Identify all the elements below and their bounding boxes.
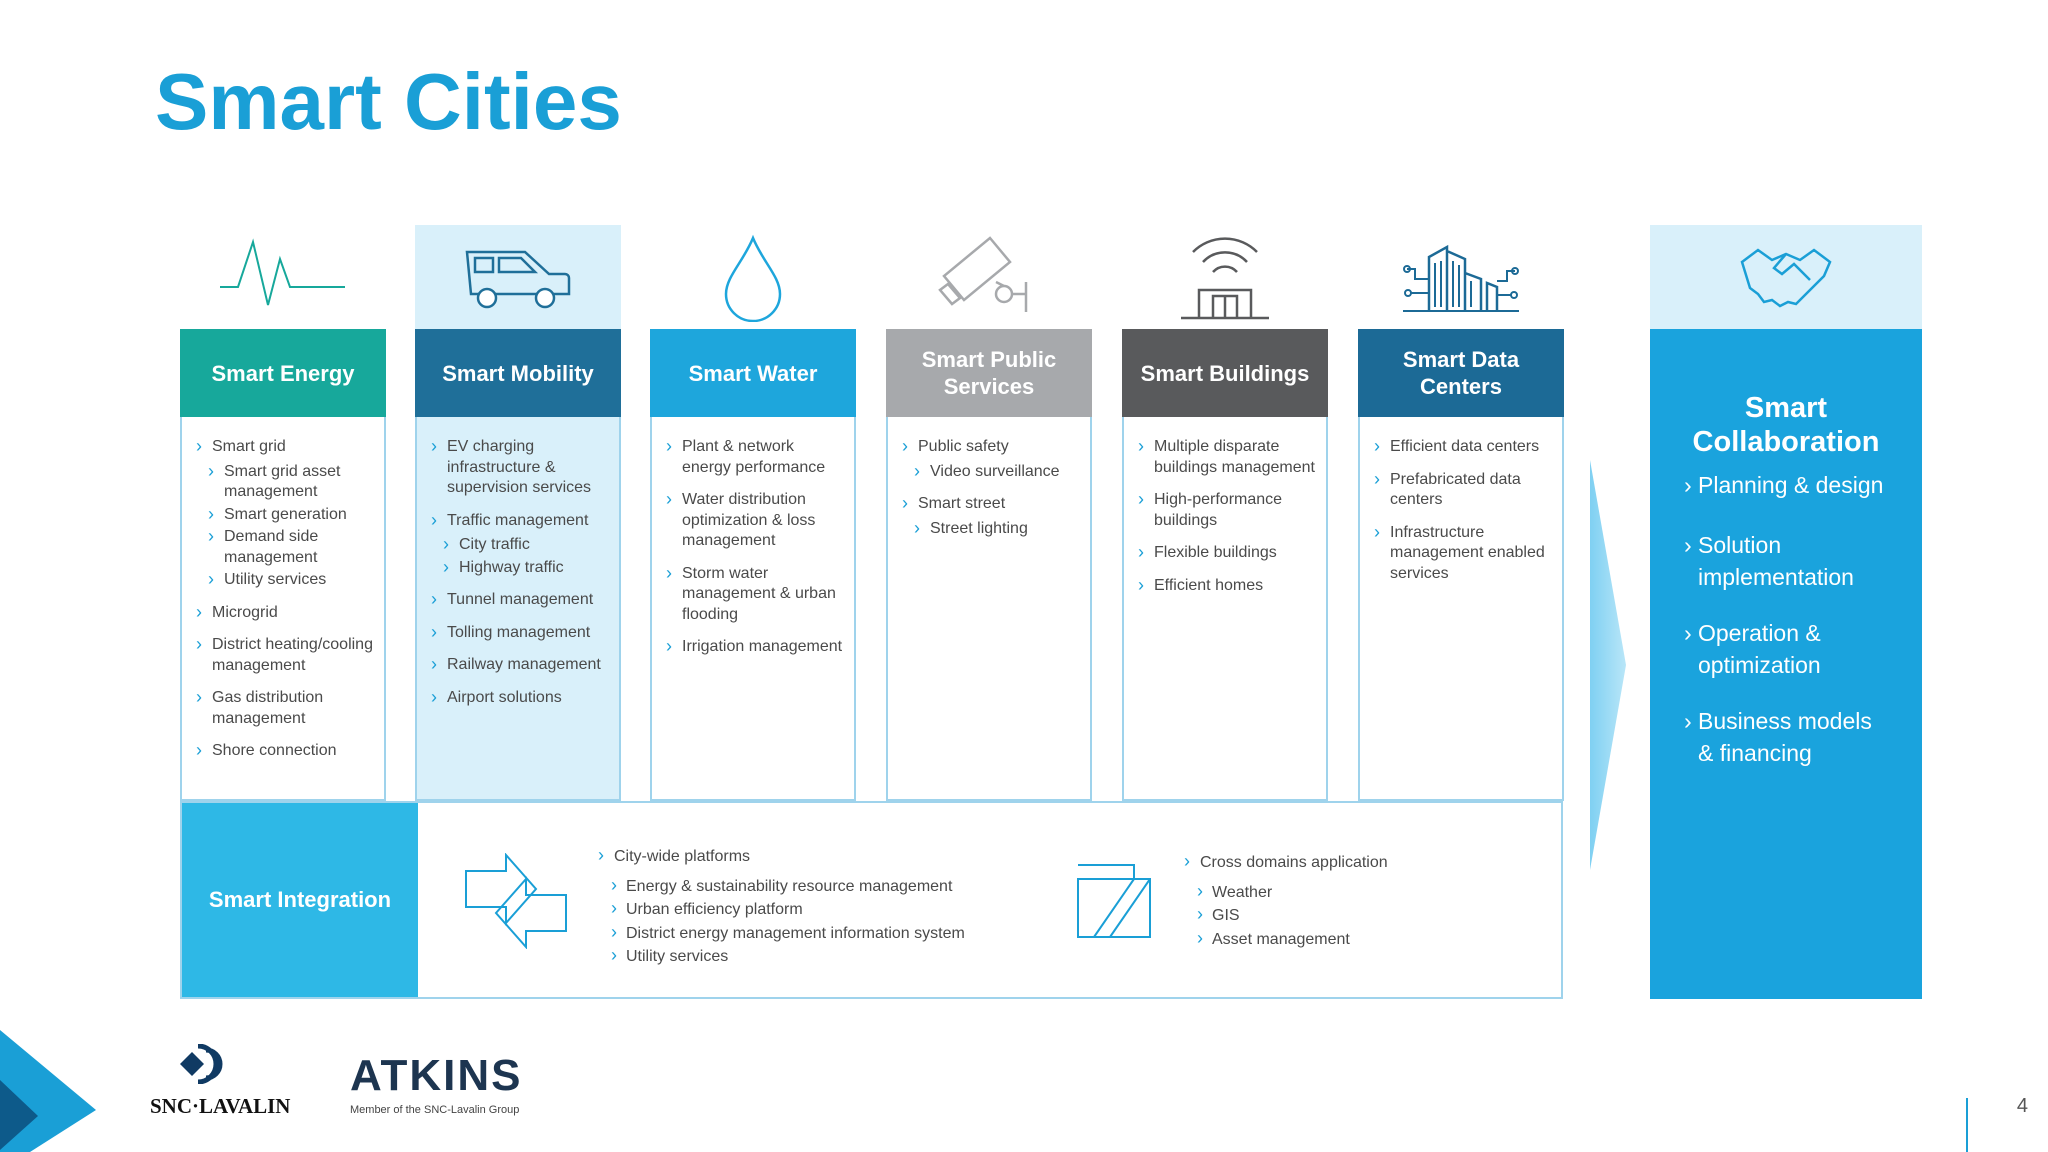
collaboration-item-line: optimization <box>1698 652 1821 678</box>
list-item: › Railway management <box>431 655 609 676</box>
flow-arrow <box>1588 460 1628 870</box>
connected-building-icon <box>1175 232 1275 322</box>
smart-public-services-icon-cell <box>886 225 1092 329</box>
collaboration-heading-line: Collaboration <box>1692 426 1880 458</box>
list-item: › Multiple disparate buildings management <box>1138 437 1316 478</box>
column-smart-public-services <box>886 329 1092 801</box>
smart-collaboration-heading <box>1650 391 1922 459</box>
collaboration-item-line: implementation <box>1698 564 1854 590</box>
list-item: › Irrigation management <box>666 637 844 658</box>
smart-buildings-icon-cell <box>1122 225 1328 329</box>
sub-list-item: › GIS <box>1184 904 1388 928</box>
page-title: Smart Cities <box>155 57 622 146</box>
sub-list-item: › Energy & sustainability resource management <box>598 875 965 899</box>
sub-list-item: › Utility services <box>598 945 965 969</box>
list-item: › Gas distribution management <box>196 688 374 729</box>
column-smart-energy <box>180 329 386 801</box>
list-item: › Cross domains application <box>1184 851 1388 875</box>
list-item: › Smart grid <box>196 437 374 458</box>
column-heading: Smart Energy <box>180 329 386 417</box>
list-item: › Public safety <box>902 437 1080 458</box>
collaboration-item-line: › Business models <box>1698 708 1872 734</box>
column-heading: Smart Data Centers <box>1358 329 1564 417</box>
collaboration-item-line: › Solution <box>1698 532 1782 558</box>
sub-list-item: › Urban efficiency platform <box>598 898 965 922</box>
smart-integration-heading: Smart Integration <box>182 803 418 997</box>
list-item: › Airport solutions <box>431 688 609 709</box>
column-smart-data-centers <box>1358 329 1564 801</box>
sub-list-item: › City traffic <box>431 535 609 556</box>
list-item: › Shore connection <box>196 741 374 762</box>
atkins-tagline: Member of the SNC-Lavalin Group <box>350 1104 520 1116</box>
atkins-logo <box>350 1051 523 1116</box>
column-list <box>182 417 384 762</box>
sub-list-item: › Demand side management <box>196 527 374 568</box>
list-item: › Water distribution optimization & loss management <box>666 490 844 552</box>
smart-data-centers-icon-cell <box>1358 225 1564 329</box>
list-item: › Infrastructure management enabled services <box>1374 523 1552 585</box>
cross-domain-icon <box>1076 863 1152 939</box>
list-item: › Tolling management <box>431 623 609 644</box>
column-heading: Smart Mobility <box>415 329 621 417</box>
collaboration-item-line: › Planning & design <box>1698 472 1884 498</box>
pulse-icon <box>218 237 348 317</box>
list-item: › Storm water management & urban flooding <box>666 564 844 626</box>
list-item: › Plant & network energy performance <box>666 437 844 478</box>
column-heading: Smart Buildings <box>1122 329 1328 417</box>
smart-energy-icon-cell <box>180 225 386 329</box>
water-drop-icon <box>718 232 788 322</box>
column-smart-buildings <box>1122 329 1328 801</box>
van-icon <box>463 242 573 312</box>
snc-lavalin-mark-icon <box>180 1044 226 1084</box>
collaboration-item-line: & financing <box>1698 740 1812 766</box>
sub-list-item: › Highway traffic <box>431 558 609 579</box>
sub-list-item: › Weather <box>1184 881 1388 905</box>
collaboration-item <box>1684 617 1821 681</box>
list-item: › Prefabricated data centers <box>1374 470 1552 511</box>
cross-domains-list <box>1184 851 1388 951</box>
sub-list-item: › Smart generation <box>196 505 374 526</box>
sub-list-item: › Asset management <box>1184 928 1388 952</box>
smart-mobility-icon-cell <box>415 225 621 329</box>
list-item: › Efficient homes <box>1138 576 1316 597</box>
list-item: › Microgrid <box>196 603 374 624</box>
snc-lavalin-logo <box>150 1044 310 1120</box>
list-item: › Efficient data centers <box>1374 437 1552 458</box>
sub-list-item: › Utility services <box>196 570 374 591</box>
exchange-arrows-icon <box>462 853 570 949</box>
city-wide-platforms-list <box>598 845 965 969</box>
snc-lavalin-wordmark: SNC·LAVALIN <box>150 1094 291 1118</box>
smart-integration-panel <box>180 801 1563 999</box>
sub-list-item: › Smart grid asset management <box>196 462 374 503</box>
atkins-wordmark: ATKINS <box>350 1051 523 1100</box>
handshake-icon <box>1738 242 1834 312</box>
column-list <box>888 417 1090 539</box>
column-heading: Smart Water <box>650 329 856 417</box>
column-list <box>1124 417 1326 596</box>
column-list <box>652 417 854 658</box>
column-smart-water <box>650 329 856 801</box>
list-item: › District heating/cooling management <box>196 635 374 676</box>
sub-list-item: › Video surveillance <box>902 462 1080 483</box>
sub-list-item: › Street lighting <box>902 519 1080 540</box>
collaboration-icon-cell <box>1650 225 1922 329</box>
collaboration-item <box>1684 529 1854 593</box>
list-item: › Smart street <box>902 494 1080 515</box>
smart-collaboration-panel <box>1650 329 1922 999</box>
collaboration-item <box>1684 469 1883 501</box>
list-item: › Flexible buildings <box>1138 543 1316 564</box>
column-smart-mobility <box>415 329 621 801</box>
data-center-icon <box>1401 237 1521 317</box>
list-item: › Traffic management <box>431 511 609 532</box>
collaboration-item <box>1684 705 1872 769</box>
list-item: › EV charging infrastructure & supervision services <box>431 437 609 499</box>
list-item: › Tunnel management <box>431 590 609 611</box>
page-number-divider <box>1966 1098 1968 1152</box>
list-item: › City-wide platforms <box>598 845 965 869</box>
column-list <box>417 417 619 708</box>
collaboration-item-line: › Operation & <box>1698 620 1821 646</box>
page-number: 4 <box>2016 1095 2028 1117</box>
column-heading: Smart Public Services <box>886 329 1092 417</box>
smart-water-icon-cell <box>650 225 856 329</box>
collaboration-heading-line: Smart <box>1744 392 1828 424</box>
list-item: › High-performance buildings <box>1138 490 1316 531</box>
corner-decoration <box>0 1030 100 1152</box>
sub-list-item: › District energy management information system <box>598 922 965 946</box>
column-list <box>1360 417 1562 584</box>
surveillance-camera-icon <box>934 232 1044 322</box>
